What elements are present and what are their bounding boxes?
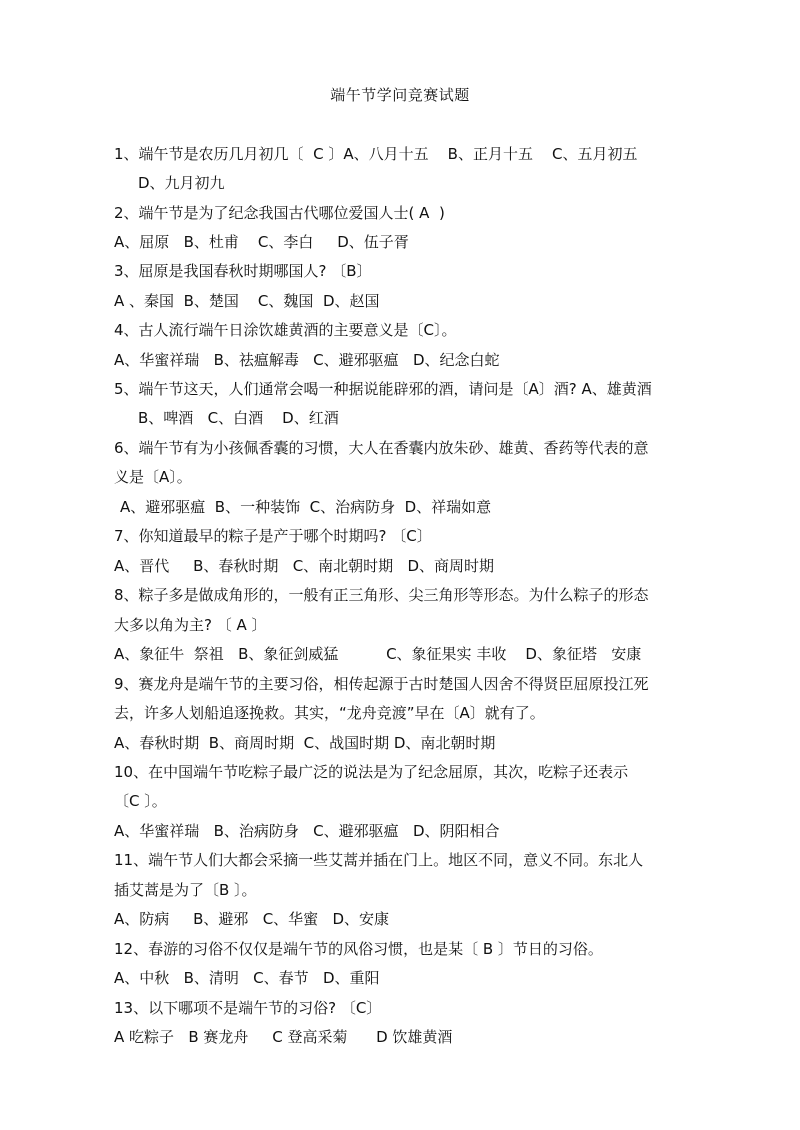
question-11-options: A、防病 B、避邪 C、华蜜 D、安康 [114,910,390,928]
question-13-options: A 吃粽子 B 赛龙舟 C 登高采菊 D 饮雄黄酒 [114,1028,453,1046]
question-7: 7、你知道最早的粽子是产于哪个时期吗? 〔C〕 [114,527,432,545]
question-1-line-2: D、九月初九 [138,174,225,192]
question-8-options: A、象征牛 祭祖 B、象征剑威猛 C、象征果实 丰收 D、象征塔 安康 [114,645,642,663]
question-10-line-2: 〔C 〕。 [114,792,167,810]
question-3-options: A 、秦国 B、楚国 C、魏国 D、赵国 [114,292,380,310]
question-9-options: A、春秋时期 B、商周时期 C、战国时期 D、南北朝时期 [114,734,496,752]
question-12: 12、春游的习俗不仅仅是端午节的风俗习惯，也是某〔 B 〕节日的习俗。 [114,940,603,958]
question-6-line-2: 义是〔A〕。 [114,468,192,486]
question-8-line-1: 8、粽子多是做成角形的，一般有正三角形、尖三角形等形态。为什么粽子的形态 [114,586,649,604]
question-2: 2、端午节是为了纪念我国古代哪位爱国人士( A ) [114,204,445,222]
question-6-line-1: 6、端午节有为小孩佩香囊的习惯，大人在香囊内放朱砂、雄黄、香药等代表的意 [114,439,649,457]
question-5-line-1: 5、端午节这天，人们通常会喝一种据说能辟邪的酒，请问是〔A〕酒? A、雄黄酒 [114,380,652,398]
question-12-options: A、中秋 B、清明 C、春节 D、重阳 [114,969,380,987]
question-10-line-1: 10、在中国端午节吃粽子最广泛的说法是为了纪念屈原，其次，吃粽子还表示 [114,763,629,781]
question-1-line-1: 1、端午节是农历几月初几〔 C 〕A、八月十五 B、正月十五 C、五月初五 [114,145,638,163]
question-4-options: A、华蜜祥瑞 B、祛瘟解毒 C、避邪驱瘟 D、纪念白蛇 [114,351,500,369]
question-9-line-2: 去，许多人划船追逐挽救。其实，“龙舟竞渡”早在〔A〕就有了。 [114,704,545,722]
question-7-options: A、晋代 B、春秋时期 C、南北朝时期 D、商周时期 [114,557,495,575]
question-10-options: A、华蜜祥瑞 B、治病防身 C、避邪驱瘟 D、阴阳相合 [114,822,500,840]
question-13: 13、以下哪项不是端午节的习俗? 〔C〕 [114,999,382,1017]
question-2-options: A、屈原 B、杜甫 C、李白 D、伍子胥 [114,233,409,251]
question-8-line-2: 大多以角为主? 〔 A 〕 [114,616,267,634]
question-4: 4、古人流行端午日涂饮雄黄酒的主要意义是〔C〕。 [114,321,457,339]
question-11-line-1: 11、端午节人们大都会采摘一些艾蒿并插在门上。地区不同，意义不同。东北人 [114,851,644,869]
question-6-options: A、避邪驱瘟 B、一种装饰 C、治病防身 D、祥瑞如意 [120,498,492,516]
question-3: 3、屈原是我国春秋时期哪国人? 〔B〕 [114,262,372,280]
question-11-line-2: 插艾蒿是为了〔B 〕。 [114,881,257,899]
question-5-line-2: B、啤酒 C、白酒 D、红酒 [138,409,339,427]
question-9-line-1: 9、赛龙舟是端午节的主要习俗，相传起源于古时楚国人因舍不得贤臣屈原投江死 [114,675,649,693]
page-title: 端午节学问竞赛试题 [330,86,470,104]
